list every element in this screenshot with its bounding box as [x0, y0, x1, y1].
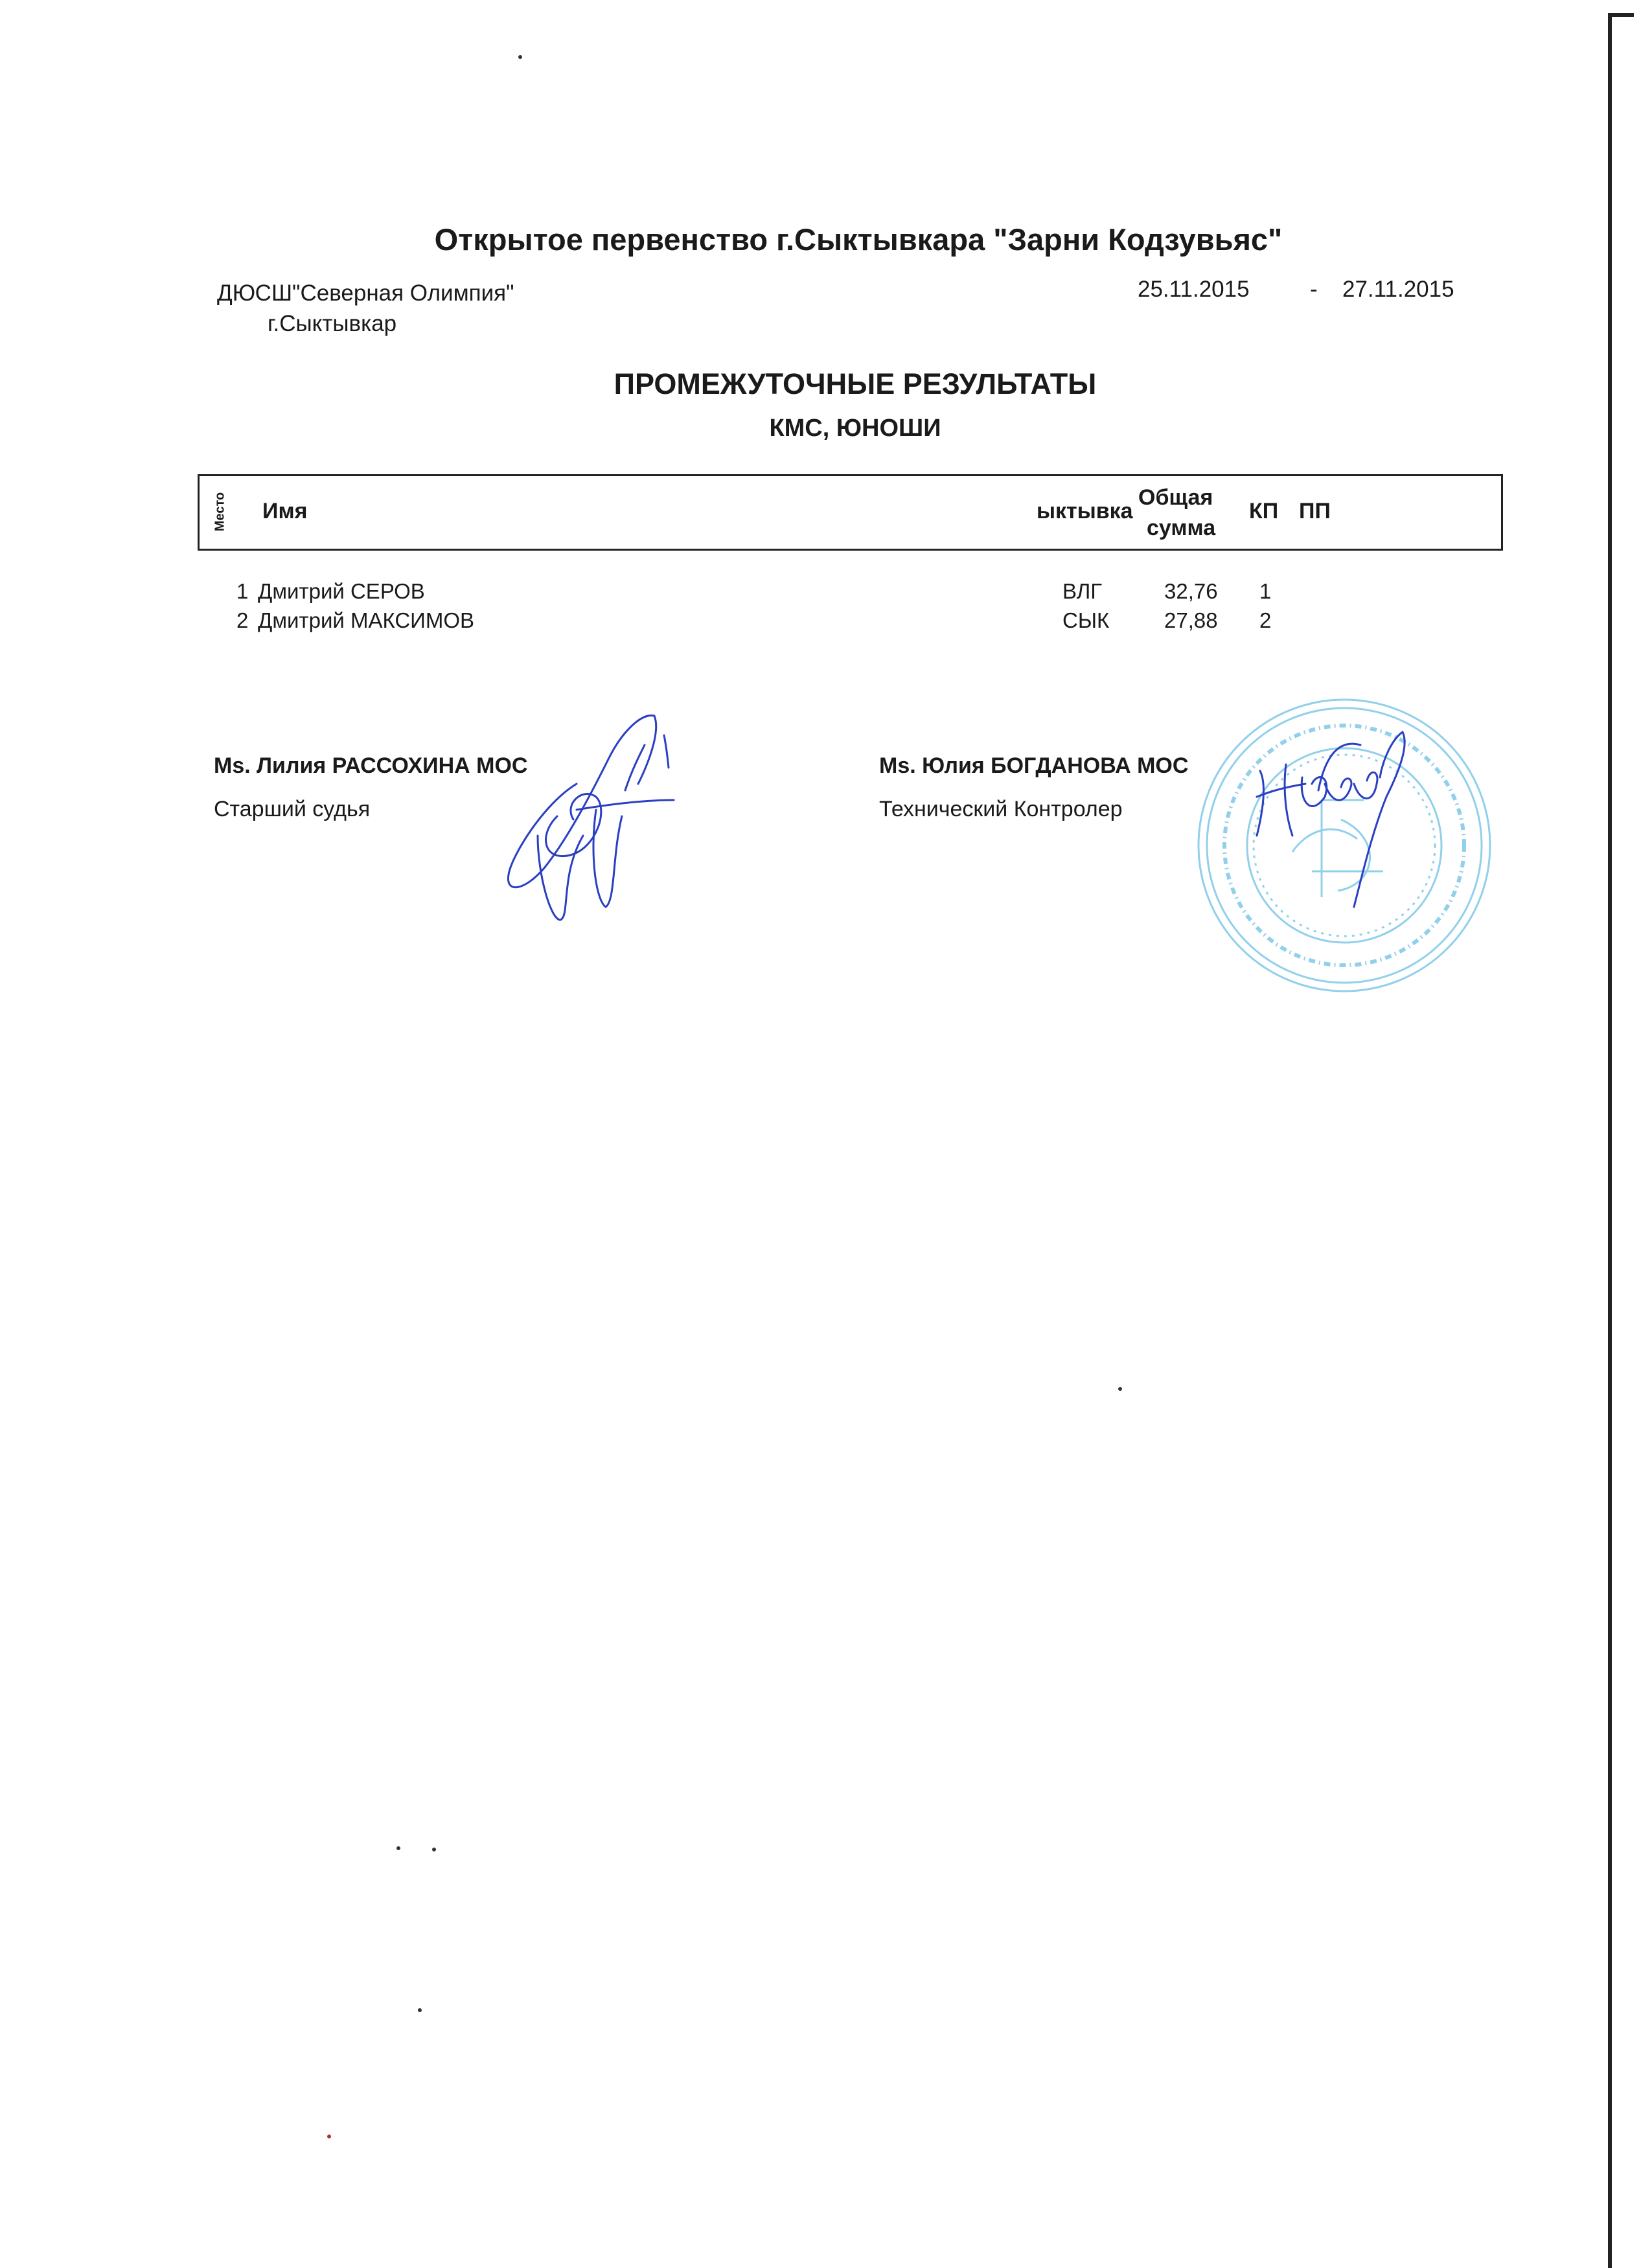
judge-name: Ms. Лилия РАССОХИНА МОС [214, 753, 528, 778]
controller-role: Технический Контролер [879, 797, 1123, 821]
column-header-place: Место [212, 492, 227, 532]
report-subtitle: ПРОМЕЖУТОЧНЫЕ РЕЗУЛЬТАТЫ [614, 367, 1097, 400]
row-2-total: 27,88 [1164, 608, 1218, 632]
column-header-kp: КП [1249, 499, 1279, 523]
organizer-city: г.Сыктывкар [268, 311, 397, 336]
scan-speck [418, 2008, 422, 2012]
row-1-place: 1 [236, 579, 249, 603]
row-2-kp: 2 [1259, 608, 1272, 632]
scan-edge-top [1608, 13, 1634, 17]
scan-edge [1608, 13, 1612, 2268]
scan-speck [327, 2135, 331, 2138]
report-category: КМС, ЮНОШИ [769, 415, 941, 442]
date-start: 25.11.2015 [1138, 277, 1250, 302]
column-header-pp: ПП [1299, 499, 1331, 523]
row-1-city: ВЛГ [1062, 579, 1103, 603]
column-header-name: Имя [262, 499, 308, 523]
judge-role: Старший судья [214, 797, 371, 821]
row-1-name: Дмитрий СЕРОВ [258, 579, 425, 603]
date-separator: - [1310, 277, 1318, 302]
date-end: 27.11.2015 [1342, 277, 1454, 302]
row-1-total: 32,76 [1164, 579, 1218, 603]
row-2-name: Дмитрий МАКСИМОВ [258, 608, 475, 632]
controller-name: Ms. Юлия БОГДАНОВА МОС [879, 753, 1189, 778]
row-1-kp: 1 [1259, 579, 1272, 603]
controller-handwritten-signature [1247, 726, 1416, 920]
scan-speck [432, 1848, 436, 1851]
column-header-city: ыктывка [1037, 499, 1133, 523]
organizer-name: ДЮСШ"Северная Олимпия" [217, 281, 514, 306]
page-title: Открытое первенство г.Сыктывкара "Зарни Кодзувьяс" [434, 222, 1283, 257]
row-2-city: СЫК [1062, 608, 1110, 632]
row-2-place: 2 [236, 608, 249, 632]
scan-speck [518, 55, 522, 59]
column-header-total-line2: сумма [1147, 516, 1216, 540]
scan-speck [396, 1846, 400, 1850]
column-header-total-line1: Общая [1138, 485, 1213, 510]
scan-speck [1118, 1387, 1122, 1391]
judge-handwritten-signature [499, 706, 693, 926]
